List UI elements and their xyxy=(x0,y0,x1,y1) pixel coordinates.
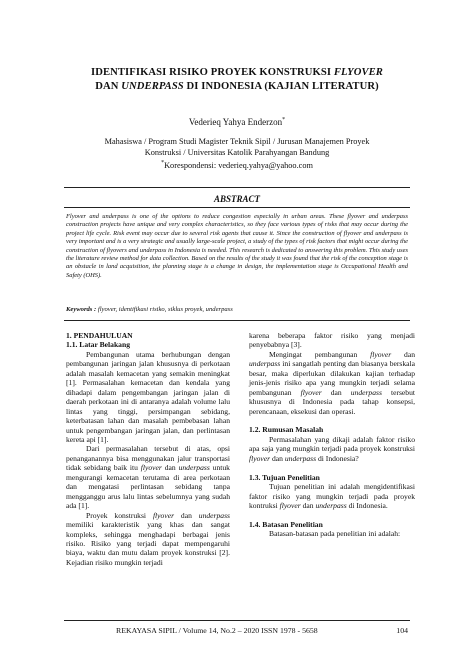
paragraph-continued: karena beberapa faktor risiko yang menjadi penyebabnya [3]. xyxy=(249,331,415,350)
text-span: dan xyxy=(391,349,415,359)
affiliation xyxy=(70,137,404,172)
correspondence-text: Korespondensi: vederieq.yahya@yahoo.com xyxy=(164,160,313,170)
subsection-heading-batasan: 1.4. Batasan Penelitian xyxy=(249,519,323,529)
title-line2-prefix: DAN xyxy=(95,81,122,92)
text-span: Dari permasalahan tersebut di atas, opsi penanganannya bisa menggunakan jalur transportasi tidak sebidang baik itu xyxy=(66,444,230,473)
italic-span: underpass xyxy=(198,510,231,520)
affiliation-line3 xyxy=(70,158,404,171)
abstract-top-rule xyxy=(64,187,410,188)
paper-title xyxy=(60,66,414,94)
subsection-heading-rumusan: 1.2. Rumusan Masalah xyxy=(249,425,324,435)
paragraph-batasan: Batasan-batasan pada penelitian ini adalah: xyxy=(269,529,401,539)
text-span: di Indonesia. xyxy=(346,501,388,511)
text-span: dan xyxy=(300,501,316,511)
text-span: dan xyxy=(174,510,199,520)
text-span: Permasalahan yang dikaji adalah faktor risiko apa saja yang mungkin terjadi pada proyek konstruksi xyxy=(249,434,415,454)
title-line2-suffix: DI INDONESIA (KAJIAN LITERATUR) xyxy=(183,81,379,92)
text-span: tersebut khususnya di Indonesia pada tahap konsepsi, perencanaan, eksekusi dan operasi. xyxy=(249,387,416,416)
footer-journal-info: REKAYASA SIPIL / Volume 14, No.2 – 2020 ISSN 1978 - 5658 xyxy=(116,626,318,635)
page-number: 104 xyxy=(396,626,408,635)
text-span: Proyek konstruksi xyxy=(86,510,153,520)
italic-span: underpass xyxy=(249,359,281,369)
text-span: dan xyxy=(161,463,179,473)
title-line1-italic: FLYOVER xyxy=(333,67,383,78)
right-column xyxy=(249,331,415,539)
keywords-label: Keywords : xyxy=(66,306,97,313)
text-span: Mengingat pembangunan xyxy=(269,349,371,359)
italic-span: flyover xyxy=(152,510,175,520)
abstract-heading-rule xyxy=(64,207,410,208)
italic-span: flyover xyxy=(279,501,301,511)
paragraph-latar-3 xyxy=(66,511,230,568)
text-span: memiliki karakteristik yang khas dan sangat kompleks, sehingga menghadapi berbagai jenis risiko. Risiko yang terjadi dapat mempengaruhi biaya, waktu dan mutu dalam proyek konstruksi [2]. Kejadian risiko mungkin terjadi xyxy=(66,520,230,567)
italic-span: underpass xyxy=(315,501,347,511)
text-span: dan xyxy=(321,387,351,397)
italic-span: flyover xyxy=(140,463,162,473)
section-heading-pendahuluan: 1. PENDAHULUAN xyxy=(66,331,133,340)
italic-span: underpass xyxy=(350,387,382,397)
correspondence-mark: * xyxy=(161,160,165,167)
italic-span: flyover xyxy=(370,349,392,359)
paragraph-latar-2 xyxy=(66,444,230,510)
text-span: dan xyxy=(270,453,285,463)
spacer xyxy=(249,463,415,472)
author-name-text: Vederieq Yahya Enderzon xyxy=(188,117,283,127)
author-name xyxy=(60,117,414,127)
left-column xyxy=(66,331,230,567)
subsection-heading-tujuan: 1.3. Tujuan Penelitian xyxy=(249,472,320,482)
text-span: Tujuan penelitian ini adalah mengidentifikasi faktor risiko yang mungkin terjadi pada proyek kontruksi xyxy=(249,482,415,511)
text-span: untuk mengurangi kemacetan terutama di area perkotaan dan mengatasi perlintasan sebidang tanpa mengganggu arus lalu lintas sebelumnya yang sudah ada [1]. xyxy=(66,463,230,511)
italic-span: flyover xyxy=(249,453,271,463)
spacer xyxy=(249,510,415,519)
paragraph-rumusan xyxy=(249,435,415,463)
text-span: di Indonesia? xyxy=(316,453,359,463)
abstract-heading: ABSTRACT xyxy=(213,194,260,204)
subsection-heading-latar-belakang: 1.1. Latar Belakang xyxy=(66,340,130,350)
italic-span: flyover xyxy=(300,387,322,397)
paragraph-mengingat xyxy=(249,350,415,416)
paragraph-tujuan xyxy=(249,482,415,510)
title-line1-text: IDENTIFIKASI RISIKO PROYEK KONSTRUKSI xyxy=(91,67,334,78)
keywords-text: flyover, identifikasi risiko, siklus proyek, underpass xyxy=(96,306,233,313)
paragraph-latar-1: Pembangunan utama berhubungan dengan pembangunan jaringan jalan khususnya di perkotaan adalah masalah kemacetan yang semakin meningkat [1]. Permasalahan kemacetan dan kendala yang dihadapi dalam pengembangan jaringan jalan di daerah perkotaan ini di antaranya adalah volume lalu lintas yang tinggi, persimpangan sebidang, keterbatasan lahan dan masalah pembebasan lahan untuk pengembangan jaringan jalan, dan perlintasan kereta api [1]. xyxy=(66,349,230,444)
title-line2-italic: UNDERPASS xyxy=(121,81,184,92)
affiliation-line2: Konstruksi / Universitas Katolik Parahyangan Bandung xyxy=(144,147,330,157)
abstract-body: Flyover and underpass is one of the options to reduce congestion especially in urban areas. These flyover and underpass construction projects have unique and very complex characteristics, so they face various types of risks that may occur during the project life cycle. Risk event may occur due to several risk agents that cause it. Since the construction of flyover and underpass is very important and is a very strategic and usually large-scale project, a study of the types of risk factors that might occur during the construction of flyovers and underpass in Indonesia is needed. This research is dedicated to answering this problem. This study uses the literature review method for data collection. Based on the results of the study it was found that the risk of the conception stage is an obstacle in land acquisition, the planning stage is a change in design, the implementation stage is Occupational Health and Safety (OHS). xyxy=(66,213,408,279)
italic-span: underpass xyxy=(284,453,317,463)
keywords xyxy=(66,306,408,313)
spacer xyxy=(249,416,415,425)
text-span: ini sangatlah penting dan biasanya berskala besar, maka diperlukan dilakukan kajian terhadap jenis-jenis risiko apa yang mungkin terjadi selama pembangunan xyxy=(249,359,415,397)
author-mark: * xyxy=(282,117,286,123)
keywords-rule xyxy=(64,320,410,321)
italic-span: underpass xyxy=(178,463,210,473)
affiliation-line1: Mahasiswa / Program Studi Magister Teknik Sipil / Jurusan Manajemen Proyek xyxy=(104,137,370,146)
footer-rule xyxy=(64,620,410,621)
